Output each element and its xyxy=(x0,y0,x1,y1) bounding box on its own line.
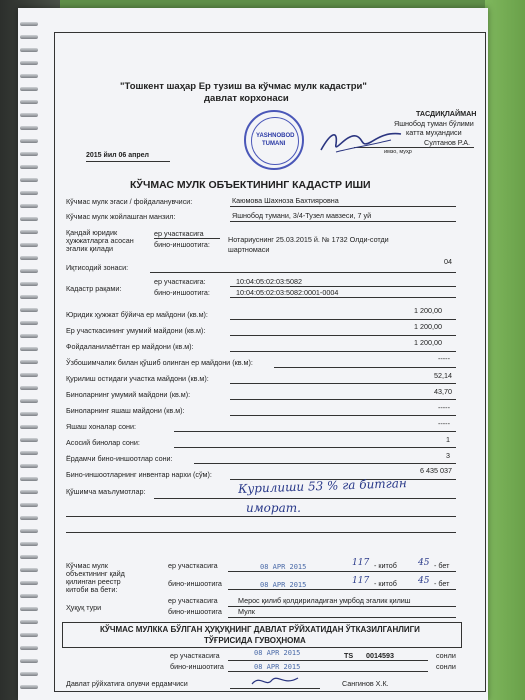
binder-ring xyxy=(20,295,38,299)
area-value: 1 xyxy=(446,435,450,444)
basis-plot-label: ер участкасига xyxy=(154,229,204,238)
cadnum-building-label: бино-иншоотига: xyxy=(154,288,210,297)
binder-ring xyxy=(20,347,38,351)
right-plot-value: Мерос қилиб қолдириладиган умрбод эгалик қилиш xyxy=(238,596,411,605)
cadnum-label: Кадастр рақами: xyxy=(66,284,122,293)
registry-label-line4: китоби ва бети: xyxy=(66,585,118,594)
binder-ring xyxy=(20,35,38,39)
binder-ring xyxy=(20,191,38,195)
binder-ring xyxy=(20,555,38,559)
registry-label-line3: қилинган реестр xyxy=(66,577,121,586)
area-value: ----- xyxy=(438,419,450,428)
binder-ring xyxy=(20,490,38,494)
binder-ring xyxy=(20,620,38,624)
seal-stamp xyxy=(244,110,304,170)
area-label: Бино-иншоотларнинг инвентар нархи (сўм): xyxy=(66,470,212,479)
approval-position: катта муҳандиси xyxy=(406,128,462,137)
binder-ring xyxy=(20,646,38,650)
right-building-value: Мулк xyxy=(238,607,255,616)
binder-ring xyxy=(20,581,38,585)
seal-line1: YASHNOBOD xyxy=(256,133,295,139)
approval-name: Султанов Р.А. xyxy=(424,138,471,147)
sign-caption: имзо, муҳр xyxy=(384,149,412,155)
registry-date-stamp-building: 08 APR 2015 xyxy=(260,581,307,589)
owner-value: Каюмова Шахноза Бахтияровна xyxy=(232,196,339,205)
registrar-label: Давлат рўйхатига олувчи ердамчиси xyxy=(66,679,188,688)
handwritten-note-line1: Курилиши 53 % га битган xyxy=(237,476,408,496)
binder-ring xyxy=(20,451,38,455)
handwritten-note-line2: иморат. xyxy=(246,501,301,515)
form-title: КЎЧМАС МУЛК ОБЪЕКТИНИНГ КАДАСТР ИШИ xyxy=(130,179,371,191)
binder-ring xyxy=(20,373,38,377)
binder-ring xyxy=(20,204,38,208)
binder-ring xyxy=(20,48,38,52)
registry-book-building: 117 xyxy=(352,576,370,586)
registry-plot-label: ер участкасига xyxy=(168,561,218,570)
registry-page-plot: 45 xyxy=(418,558,430,568)
certificate-building-label: бино-иншоотига xyxy=(170,662,224,671)
binder-ring xyxy=(20,22,38,26)
address-value: Яшнобод тумани, 3/4-Тузел мавзеси, 7 уй xyxy=(232,211,372,220)
registry-label-line1: Кўчмас мулк xyxy=(66,561,108,570)
registry-page-word-building: - бет xyxy=(434,579,450,588)
area-value: 52,14 xyxy=(434,371,452,380)
registry-book-plot: 117 xyxy=(352,558,370,568)
cadnum-plot-value: 10:04:05:02:03:5082 xyxy=(236,277,302,286)
approval-title: ТАСДИҚЛАЙМАН xyxy=(416,109,477,118)
document-page xyxy=(18,8,488,700)
cadnum-plot-label: ер участкасига: xyxy=(154,277,206,286)
area-value: 3 xyxy=(446,451,450,460)
org-name-line2: давлат корхонаси xyxy=(204,93,289,104)
right-type-label: Ҳуқуқ тури xyxy=(66,603,102,612)
area-label: Биноларнинг яшаш майдони (кв.м): xyxy=(66,406,185,415)
binder-ring xyxy=(20,360,38,364)
binder-ring xyxy=(20,659,38,663)
binder-ring xyxy=(20,126,38,130)
zone-value: 04 xyxy=(444,257,452,266)
binder-ring xyxy=(20,282,38,286)
area-label: Юридик ҳужжат бўйича ер майдони (кв.м): xyxy=(66,310,208,319)
registry-label-line2: объектининг қайд xyxy=(66,569,125,578)
binder-ring xyxy=(20,633,38,637)
cadastral-form xyxy=(54,32,486,692)
binder-rings xyxy=(18,8,38,700)
area-value: ----- xyxy=(438,403,450,412)
registry-page-building: 45 xyxy=(418,576,430,586)
area-label: Қурилиш остидаги участка майдони (кв.м): xyxy=(66,374,209,383)
binder-ring xyxy=(20,165,38,169)
address-label: Кўчмас мулк жойлашган манзил: xyxy=(66,212,176,221)
area-value: 1 200,00 xyxy=(414,306,442,315)
binder-ring xyxy=(20,230,38,234)
binder-ring xyxy=(20,399,38,403)
binder-ring xyxy=(20,438,38,442)
basis-label-line2: ҳужжатларга асосан xyxy=(66,236,134,245)
extra-label: Қўшимча маълумотлар: xyxy=(66,487,146,496)
binder-ring xyxy=(20,464,38,468)
area-label: Асосий бинолар сони: xyxy=(66,438,140,447)
certificate-no-word-building: сонли xyxy=(436,662,456,671)
area-label: Фойдаланилаётган ер майдони (кв.м): xyxy=(66,342,194,351)
registrar-name: Сангинов Х.К. xyxy=(342,679,389,688)
binder-ring xyxy=(20,100,38,104)
binder-ring xyxy=(20,542,38,546)
basis-label-line3: эгалик қилади xyxy=(66,244,114,253)
org-name-line1: "Тошкент шаҳар Ер тузиш ва кўчмас мулк кадастри" xyxy=(120,81,367,92)
binder-ring xyxy=(20,321,38,325)
binder-ring xyxy=(20,412,38,416)
binder-ring xyxy=(20,529,38,533)
certificate-no-word-plot: сонли xyxy=(436,651,456,660)
binder-ring xyxy=(20,61,38,65)
area-label: Ўзбошимчалик билан қўшиб олинган ер майдони (кв.м): xyxy=(66,358,253,367)
registry-book-word-building: - китоб xyxy=(374,579,397,588)
binder-ring xyxy=(20,217,38,221)
zone-label: Иқтисодий зонаси: xyxy=(66,263,129,272)
green-folder-edge xyxy=(485,0,525,700)
binder-ring xyxy=(20,139,38,143)
certificate-date-stamp-building: 08 APR 2015 xyxy=(254,663,301,671)
certificate-number: 0014593 xyxy=(366,651,394,660)
right-building-label: бино-иншоотига xyxy=(168,607,222,616)
binder-ring xyxy=(20,334,38,338)
binder-ring xyxy=(20,178,38,182)
registry-building-label: бино-иншоотига xyxy=(168,579,222,588)
registry-book-word-plot: - китоб xyxy=(374,561,397,570)
basis-building-label: бино-иншоотига: xyxy=(154,240,210,249)
basis-value-line2: шартномаси xyxy=(228,245,270,254)
cadnum-building-value: 10:04:05:02:03:5082:0001-0004 xyxy=(236,288,339,297)
certificate-title-line1: КЎЧМАС МУЛККА БЎЛГАН ҲУҚУҚНИНГ ДАВЛАТ РЎЙХАТИДАН ЎТКАЗИЛГАНЛИГИ xyxy=(100,625,420,634)
binder-ring xyxy=(20,152,38,156)
certificate-series: TS xyxy=(344,651,354,660)
binder-ring xyxy=(20,256,38,260)
seal-line2: TUMANI xyxy=(262,141,286,147)
binder-ring xyxy=(20,516,38,520)
area-value: 1 200,00 xyxy=(414,322,442,331)
approval-dept: Яшнобод туман бўлими xyxy=(394,119,474,128)
binder-ring xyxy=(20,503,38,507)
area-value: 1 200,00 xyxy=(414,338,442,347)
binder-ring xyxy=(20,113,38,117)
area-value: 43,70 xyxy=(434,387,452,396)
binder-ring xyxy=(20,568,38,572)
registry-page-word-plot: - бет xyxy=(434,561,450,570)
area-value: ----- xyxy=(438,354,450,363)
certificate-title-line2: ТЎҒРИСИДА ГУВОҲНОМА xyxy=(204,636,306,645)
binder-ring xyxy=(20,594,38,598)
area-value: 6 435 037 xyxy=(420,466,452,475)
binder-ring xyxy=(20,477,38,481)
certificate-plot-label: ер участкасига xyxy=(170,651,220,660)
binder-ring xyxy=(20,672,38,676)
basis-label-line1: Қандай юридик xyxy=(66,228,118,237)
binder-ring xyxy=(20,308,38,312)
document-date: 2015 йил 06 апрел xyxy=(86,152,149,159)
area-label: Ёрдамчи бино-иншоотлар сони: xyxy=(66,454,173,463)
binder-ring xyxy=(20,607,38,611)
registrar-signature-icon xyxy=(250,672,300,690)
binder-ring xyxy=(20,386,38,390)
registry-date-stamp-plot: 08 APR 2015 xyxy=(260,563,307,571)
area-label: Ер участкасининг умумий майдони (кв.м): xyxy=(66,326,206,335)
area-label: Биноларнинг умумий майдони (кв.м): xyxy=(66,390,191,399)
binder-ring xyxy=(20,74,38,78)
area-label: Яшаш хоналар сони: xyxy=(66,422,137,431)
signature-icon xyxy=(316,122,406,162)
basis-value-line1: Нотариуснинг 25.03.2015 й. № 1732 Олди-сотди xyxy=(228,235,389,244)
binder-ring xyxy=(20,685,38,689)
certificate-date-stamp-plot: 08 APR 2015 xyxy=(254,649,301,657)
binder-ring xyxy=(20,87,38,91)
right-plot-label: ер участкасига xyxy=(168,596,218,605)
binder-ring xyxy=(20,425,38,429)
owner-label: Кўчмас мулк эгаси / фойдаланувчиси: xyxy=(66,197,193,206)
binder-ring xyxy=(20,243,38,247)
binder-ring xyxy=(20,269,38,273)
